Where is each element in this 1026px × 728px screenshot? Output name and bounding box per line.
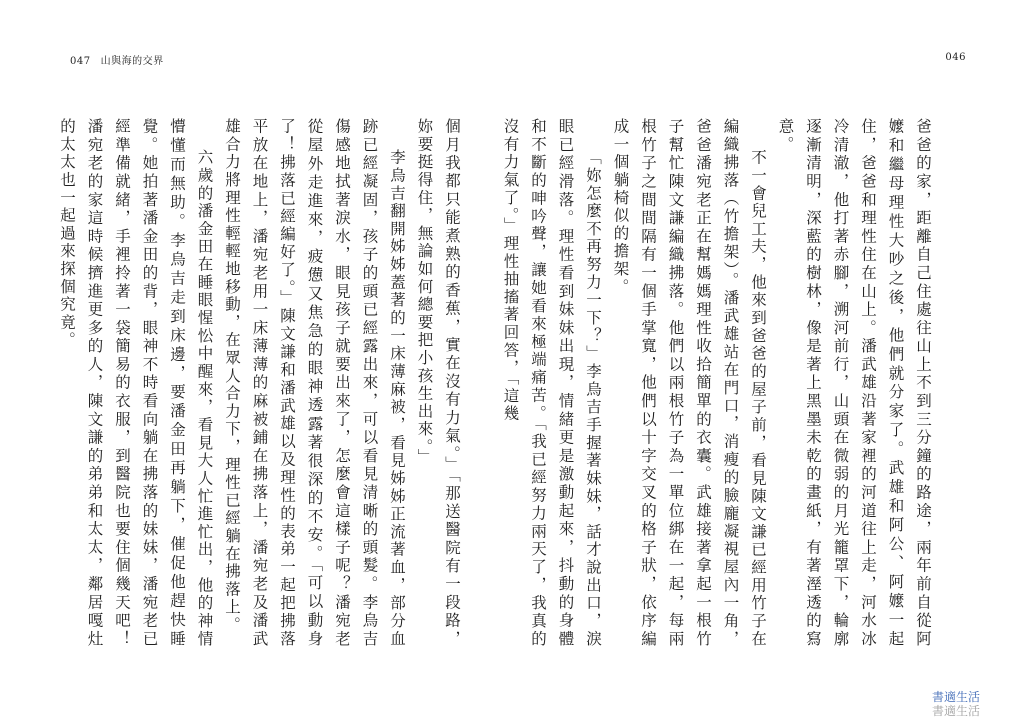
right-page	[501, 0, 1026, 728]
right-page-body	[501, 118, 936, 648]
watermark-line: 書適生活	[931, 690, 980, 704]
paragraph: 個月我都只能煮熟的香蕉，實在沒有力氣。」「那送醫院有一段路，妳要挺得住，無論如何總要把小孩生出來。」	[415, 118, 461, 648]
page-number: 047	[70, 56, 91, 67]
paragraph: 「妳怎麼不再努力一下？」李烏吉手握著妹妹，話才說出口，淚眼已經滑落。理性看到妹妹出現，情緒更是激動起來，抖動的身體和不斷的呻吟聲，讓她看來極端痛苦。「我已經努力兩天了，我真的沒有力氣了。」理性抽搐著回答，「這幾	[501, 118, 602, 648]
paragraph: 六歲的潘金田在睡眼惺忪中醒來，看見大人忙進忙出，他的神情懵懂而無助。李烏吉走到床邊，要潘金田再躺下，催促他趕快睡覺。她拍著潘金田的背，眼神不時看向躺在拂落的妹妹，潘宛老已經準備就緒，手裡拎著一袋簡易的衣服，到醫院也要住個幾天吧！潘宛老的家這時候擠進更多的人，陳文謙的弟弟和太太，鄰居嘎灶的太太也一起過來探個究竟。	[58, 118, 214, 648]
paragraph: 爸爸的家，距離自己住處往山上不到三分鐘的路途，兩年前自從阿嬤和繼母理性大吵之後，他們就分家了。武雄和阿公、阿嬤一起住，爸爸和理性住在山上。潘武雄沿著家裡的河道往上走，河水冰冷清澈，他打著赤腳，溯河前行，山頭在微弱的月光籠罩下，輪廓逐漸清明，深藍的樹林，像是著上黑墨未乾的畫紙，有著溼透的寫意。	[776, 118, 932, 648]
left-page-body	[25, 118, 465, 648]
page-number: 046	[945, 52, 966, 63]
paragraph: 李烏吉翻開姊姊蓋著的一床薄麻被，看見姊姊正流著血，部分血跡已經凝固，孩子的頭已經露出來，可以看見清晰的頭髮。李烏吉傷感地拭著淚水，眼見孩子就要出來了，怎麼會這樣子呢？潘宛老從屋外走進來，疲憊又焦急的眼神透露著很深的不安。「可以動身了！拂落已經編好了。」陳文謙和潘武雄以及理性的表弟一起把拂落平放在地上，潘宛老用一床薄薄的麻被鋪在拂落上，潘宛老及潘武雄合力將理性輕輕地移動，在眾人合力下，理性已經躺在拂落上。	[223, 118, 406, 648]
running-title: 山與海的交界	[100, 56, 164, 67]
watermark-line-shadow: 書適生活	[931, 704, 980, 718]
left-page-header	[70, 52, 164, 67]
paragraph: 不一會兒工夫，他來到爸爸的屋子前，看見陳文謙已經用竹子在編織拂落（竹擔架）。潘武雄站在門口，消瘦的臉龐凝視屋內一角，爸爸潘宛老正在幫媽媽理性收拾簡單的衣囊。武雄接著拿起一根竹子幫忙陳文謙編織拂落。他們以兩根竹子為一單位綁在一起，每兩根竹子之間間隔有一個手掌寬，他們以十字交叉的格子狀，依序編成一個躺椅似的擔架。	[611, 118, 767, 648]
watermark-logo	[916, 690, 996, 718]
right-page-header	[945, 52, 966, 63]
